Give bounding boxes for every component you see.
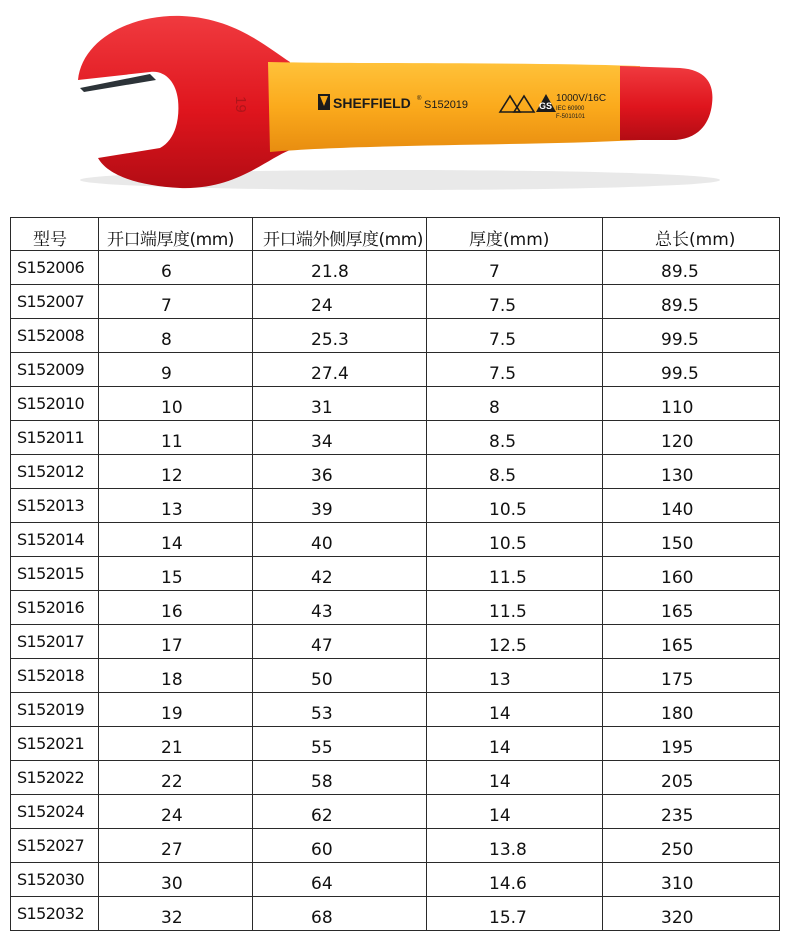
header-thickness: 厚度(mm) [427,218,603,251]
cell-outer-thickness: 43 [253,591,427,625]
cell-open-end-thickness: 9 [99,353,253,387]
table-row [11,251,780,285]
cell-model: S152019 [11,693,99,727]
cell-outer-thickness: 50 [253,659,427,693]
cell-model: S152022 [11,761,99,795]
table-row [11,455,780,489]
cell-total-length: 205 [603,761,780,795]
table-row [11,319,780,353]
cell-thickness: 10.5 [427,523,603,557]
voltage-rating: 1000V/16C [556,93,607,104]
cell-thickness: 11.5 [427,557,603,591]
cell-open-end-thickness: 11 [99,421,253,455]
cell-total-length: 89.5 [603,285,780,319]
cell-thickness: 7.5 [427,285,603,319]
table-row [11,863,780,897]
cell-outer-thickness: 62 [253,795,427,829]
cell-open-end-thickness: 17 [99,625,253,659]
cell-open-end-thickness: 22 [99,761,253,795]
table-row [11,897,780,931]
cell-outer-thickness: 47 [253,625,427,659]
cell-outer-thickness: 64 [253,863,427,897]
wrench-model: S152019 [424,99,469,111]
table-row [11,829,780,863]
cell-outer-thickness: 24 [253,285,427,319]
cell-total-length: 165 [603,625,780,659]
cell-open-end-thickness: 16 [99,591,253,625]
cell-outer-thickness: 36 [253,455,427,489]
cell-outer-thickness: 53 [253,693,427,727]
cell-total-length: 140 [603,489,780,523]
insulated-wrench [0,0,790,212]
cell-open-end-thickness: 10 [99,387,253,421]
cell-total-length: 250 [603,829,780,863]
cell-open-end-thickness: 15 [99,557,253,591]
cell-thickness: 11.5 [427,591,603,625]
cell-model: S152016 [11,591,99,625]
table-body [11,251,780,931]
cell-model: S152014 [11,523,99,557]
table-row [11,693,780,727]
cell-thickness: 14.6 [427,863,603,897]
cell-outer-thickness: 40 [253,523,427,557]
cell-thickness: 13 [427,659,603,693]
cell-model: S152006 [11,251,99,285]
cell-total-length: 160 [603,557,780,591]
cell-model: S152012 [11,455,99,489]
header-open-end-thickness: 开口端厚度(mm) [99,218,253,251]
wrench-head [78,16,290,188]
iec-standard: IEC 60900 [556,106,585,112]
header-model: 型号 [11,218,99,251]
cell-model: S152010 [11,387,99,421]
cell-thickness: 7.5 [427,353,603,387]
spec-table [10,217,780,931]
table-row [11,557,780,591]
cell-open-end-thickness: 13 [99,489,253,523]
cell-outer-thickness: 68 [253,897,427,931]
cell-model: S152024 [11,795,99,829]
cell-total-length: 195 [603,727,780,761]
cell-total-length: 130 [603,455,780,489]
wrench-end-cap [620,66,712,140]
cell-thickness: 14 [427,727,603,761]
product-image [0,0,790,212]
cell-open-end-thickness: 30 [99,863,253,897]
cell-total-length: 89.5 [603,251,780,285]
cell-total-length: 99.5 [603,319,780,353]
cell-open-end-thickness: 6 [99,251,253,285]
table-row [11,387,780,421]
cell-total-length: 310 [603,863,780,897]
cell-thickness: 8.5 [427,455,603,489]
cell-thickness: 7.5 [427,319,603,353]
cell-outer-thickness: 55 [253,727,427,761]
brand-logo [318,94,330,110]
cell-outer-thickness: 39 [253,489,427,523]
cell-total-length: 110 [603,387,780,421]
cell-thickness: 14 [427,693,603,727]
table-row [11,285,780,319]
cell-total-length: 235 [603,795,780,829]
cell-thickness: 13.8 [427,829,603,863]
table-row [11,489,780,523]
cell-total-length: 165 [603,591,780,625]
cell-model: S152018 [11,659,99,693]
table-row [11,659,780,693]
cell-total-length: 180 [603,693,780,727]
cell-open-end-thickness: 14 [99,523,253,557]
cell-total-length: 320 [603,897,780,931]
table-row [11,523,780,557]
cell-model: S152027 [11,829,99,863]
cell-thickness: 10.5 [427,489,603,523]
table-row [11,353,780,387]
cell-outer-thickness: 42 [253,557,427,591]
table-row [11,625,780,659]
cell-open-end-thickness: 21 [99,727,253,761]
cell-outer-thickness: 34 [253,421,427,455]
cell-outer-thickness: 27.4 [253,353,427,387]
header-total-length: 总长(mm) [603,218,780,251]
cell-open-end-thickness: 18 [99,659,253,693]
table-row [11,727,780,761]
size-mark: 19 [232,96,249,113]
cell-model: S152032 [11,897,99,931]
cell-open-end-thickness: 24 [99,795,253,829]
brand-name: SHEFFIELD [333,95,411,111]
cell-thickness: 14 [427,761,603,795]
cell-total-length: 175 [603,659,780,693]
cell-open-end-thickness: 27 [99,829,253,863]
cell-model: S152030 [11,863,99,897]
cell-open-end-thickness: 7 [99,285,253,319]
cell-open-end-thickness: 12 [99,455,253,489]
cell-total-length: 99.5 [603,353,780,387]
cell-outer-thickness: 58 [253,761,427,795]
cell-outer-thickness: 25.3 [253,319,427,353]
table-row [11,591,780,625]
cell-model: S152009 [11,353,99,387]
cell-thickness: 14 [427,795,603,829]
table-header-row [11,218,780,251]
cell-thickness: 7 [427,251,603,285]
table-row [11,795,780,829]
cell-model: S152008 [11,319,99,353]
cell-thickness: 8 [427,387,603,421]
product-code: F-5010101 [556,114,586,120]
cell-model: S152011 [11,421,99,455]
cell-outer-thickness: 60 [253,829,427,863]
cell-model: S152017 [11,625,99,659]
cell-thickness: 12.5 [427,625,603,659]
table-row [11,761,780,795]
cell-thickness: 15.7 [427,897,603,931]
cell-model: S152021 [11,727,99,761]
registered-mark: ® [417,96,422,102]
header-outer-thickness: 开口端外侧厚度(mm) [253,218,427,251]
cell-model: S152013 [11,489,99,523]
cell-total-length: 150 [603,523,780,557]
cell-open-end-thickness: 32 [99,897,253,931]
cell-open-end-thickness: 8 [99,319,253,353]
cell-open-end-thickness: 19 [99,693,253,727]
cell-thickness: 8.5 [427,421,603,455]
cell-outer-thickness: 31 [253,387,427,421]
table-row [11,421,780,455]
cell-outer-thickness: 21.8 [253,251,427,285]
cell-total-length: 120 [603,421,780,455]
gs-cert-label: GS [539,101,553,111]
cell-model: S152007 [11,285,99,319]
cell-model: S152015 [11,557,99,591]
